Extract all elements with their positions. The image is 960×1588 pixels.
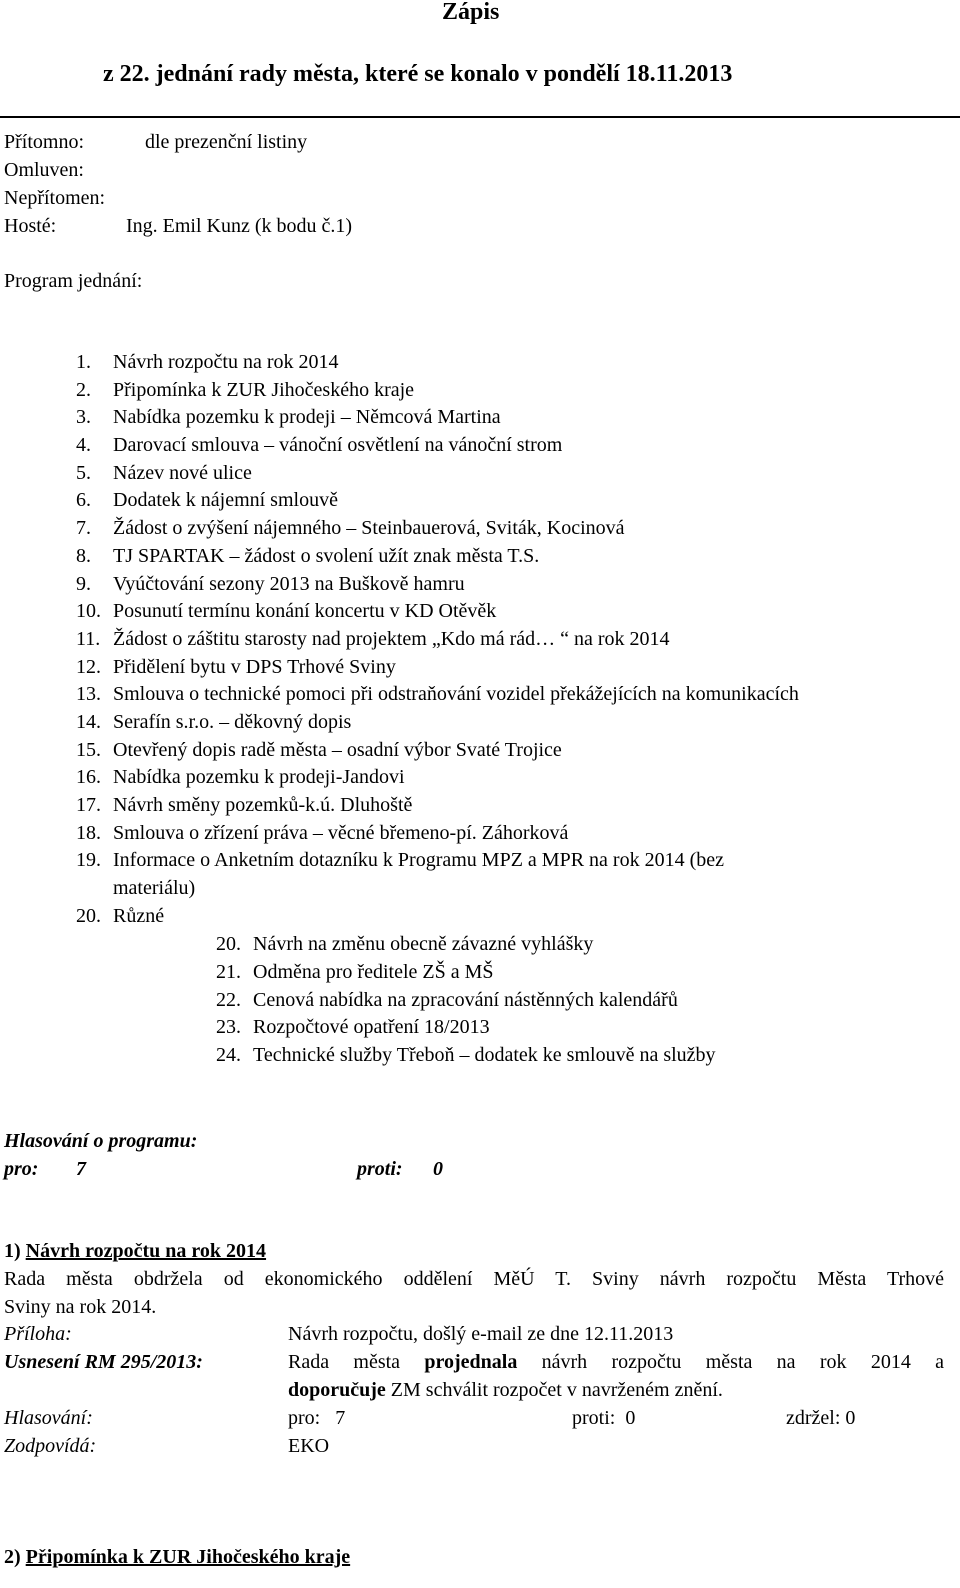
item-number [76, 875, 113, 903]
present-label: Přítomno: [4, 131, 85, 153]
item-text: Vyúčtování sezony 2013 na Buškově hamru [113, 572, 465, 595]
resolution-keyword: doporučuje [288, 1379, 386, 1401]
item-number: 11. [76, 627, 101, 650]
list-item [76, 709, 960, 737]
resolution-label: Usnesení RM 295/2013: [4, 1351, 203, 1373]
list-item [216, 1042, 716, 1070]
responsible-label: Zodpovídá: [4, 1435, 97, 1457]
guests-label: Hosté: [4, 215, 57, 237]
item-text: Smlouva o technické pomoci při odstraňování vozidel překážejících na komunikacích [113, 683, 799, 706]
item-number: 16. [76, 766, 101, 789]
list-item [76, 460, 960, 488]
item-text: Serafín s.r.o. – děkovný dopis [113, 710, 352, 733]
document-subtitle: z 22. jednání rady města, které se konalo v pondělí 18.11.2013 [103, 61, 733, 87]
list-item [216, 931, 716, 959]
item-text: Darovací smlouva – vánoční osvětlení na vánoční strom [113, 434, 563, 457]
resolution-keyword: projednala [424, 1351, 518, 1373]
item-number: 9. [76, 572, 91, 595]
document-title: Zápis [442, 0, 500, 25]
list-item [76, 681, 960, 709]
section1-number: 1) [4, 1240, 21, 1262]
list-item [76, 377, 960, 405]
item-number: 8. [76, 544, 91, 567]
item-text: Nabídka pozemku k prodeji – Němcová Martina [113, 406, 501, 429]
item-number: 18. [76, 821, 101, 844]
resolution-text: návrh rozpočtu města na rok 2014 a [517, 1351, 944, 1373]
item-text: Nabídka pozemku k prodeji-Jandovi [113, 766, 405, 789]
item-text: Technické služby Třeboň – dodatek ke smlouvě na služby [253, 1044, 716, 1067]
program-heading: Program jednání: [4, 270, 143, 292]
program-list [76, 349, 960, 930]
list-item [76, 571, 960, 599]
list-item [216, 987, 716, 1015]
section1-heading [4, 1237, 266, 1265]
list-item [76, 626, 960, 654]
item-number: 1. [76, 351, 91, 373]
list-item [76, 598, 960, 626]
attachment-value: Návrh rozpočtu, došlý e-mail ze dne 12.11.2013 [288, 1323, 674, 1345]
item-text: Žádost o záštitu starosty nad projektem „Kdo má rád… “ na rok 2014 [113, 627, 670, 650]
item-number: 20. [76, 904, 101, 927]
header-divider [0, 116, 960, 118]
item-text: Návrh rozpočtu na rok 2014 [113, 351, 339, 373]
section2-title: Připomínka k ZUR Jihočeského kraje [25, 1546, 351, 1568]
item-number: 7. [76, 517, 91, 540]
item-text: Návrh směny pozemků-k.ú. Dluhoště [113, 794, 413, 816]
item-text: Připomínka k ZUR Jihočeského kraje [113, 378, 415, 401]
item-number: 19. [76, 849, 101, 872]
item-number: 22. [216, 988, 241, 1011]
program-vote-for-value: 7 [76, 1158, 86, 1180]
item-text: Různé [113, 904, 165, 927]
item-number: 5. [76, 461, 91, 484]
program-sub-list [216, 931, 716, 1070]
item-text: Otevřený dopis radě města – osadní výbor Svaté Trojice [113, 738, 562, 761]
resolution-text: Rada města [288, 1351, 425, 1373]
item-number: 13. [76, 683, 101, 706]
item-text: Odměna pro ředitele ZŠ a MŠ [253, 960, 494, 983]
item-number: 15. [76, 738, 101, 761]
list-item [76, 404, 960, 432]
item-number: 3. [76, 406, 91, 429]
item-number: 20. [216, 933, 241, 955]
list-item [76, 543, 960, 571]
item-number: 10. [76, 600, 101, 623]
resolution-text: ZM schválit rozpočet v navrženém znění. [385, 1379, 723, 1401]
absent-label: Nepřítomen: [4, 187, 106, 209]
list-item [216, 1014, 716, 1042]
item-number: 4. [76, 434, 91, 457]
section1-body-line2: Sviny na rok 2014. [4, 1296, 157, 1318]
list-item [76, 654, 960, 682]
list-item [76, 349, 960, 377]
item-text: materiálu) [113, 877, 196, 900]
vote-for: pro: 7 [288, 1407, 346, 1429]
list-item [76, 847, 960, 875]
list-item [216, 959, 716, 987]
item-text: Smlouva o zřízení práva – věcné břemeno-pí. Záhorková [113, 821, 569, 844]
item-text: Žádost o zvýšení nájemného – Steinbauerová, Sviták, Kocinová [113, 517, 625, 540]
resolution-line1 [288, 1348, 944, 1376]
vote-label: Hlasování: [4, 1407, 93, 1429]
vote-against: proti: 0 [572, 1407, 636, 1429]
present-value: dle prezenční listiny [145, 131, 308, 153]
list-item [76, 820, 960, 848]
list-item [76, 432, 960, 460]
list-item [76, 487, 960, 515]
item-number: 6. [76, 489, 91, 512]
item-text: Posunutí termínu konání koncertu v KD Otěvěk [113, 600, 497, 623]
item-number: 23. [216, 1016, 241, 1039]
section2-number: 2) [4, 1546, 21, 1568]
resolution-line2 [288, 1376, 723, 1404]
item-number: 17. [76, 794, 101, 816]
item-number: 14. [76, 710, 101, 733]
list-item [76, 515, 960, 543]
program-vote-against-label: proti: [357, 1158, 403, 1180]
list-item [76, 903, 960, 931]
program-vote-heading: Hlasování o programu: [4, 1130, 198, 1152]
item-text: Informace o Anketním dotazníku k Programu MPZ a MPR na rok 2014 (bez [113, 849, 724, 872]
list-item [76, 792, 960, 820]
item-text: Cenová nabídka na zpracování nástěnných kalendářů [253, 988, 678, 1011]
item-number: 24. [216, 1044, 241, 1067]
item-text: Návrh na změnu obecně závazné vyhlášky [253, 933, 594, 955]
item-text: Dodatek k nájemní smlouvě [113, 489, 338, 512]
excused-label: Omluven: [4, 159, 84, 181]
section1-title: Návrh rozpočtu na rok 2014 [25, 1240, 267, 1262]
section2-heading [4, 1543, 350, 1571]
item-text: Rozpočtové opatření 18/2013 [253, 1016, 490, 1039]
item-text: TJ SPARTAK – žádost o svolení užít znak města T.S. [113, 544, 540, 567]
item-text: Název nové ulice [113, 461, 252, 484]
item-number: 21. [216, 960, 241, 983]
vote-abstain: zdržel: 0 [786, 1407, 856, 1429]
item-text: Přidělení bytu v DPS Trhové Sviny [113, 655, 396, 678]
program-vote-against-value: 0 [433, 1158, 443, 1180]
guests-value: Ing. Emil Kunz (k bodu č.1) [126, 215, 353, 237]
responsible-value: EKO [288, 1435, 330, 1457]
list-item [76, 875, 960, 903]
list-item [76, 764, 960, 792]
program-vote-for-label: pro: [4, 1158, 39, 1180]
item-number: 12. [76, 655, 101, 678]
list-item [76, 737, 960, 765]
item-number: 2. [76, 378, 91, 401]
section1-body-line1: Rada města obdržela od ekonomického oddělení MěÚ T. Sviny návrh rozpočtu Města Trhové [4, 1268, 944, 1290]
attachment-label: Příloha: [4, 1323, 72, 1345]
